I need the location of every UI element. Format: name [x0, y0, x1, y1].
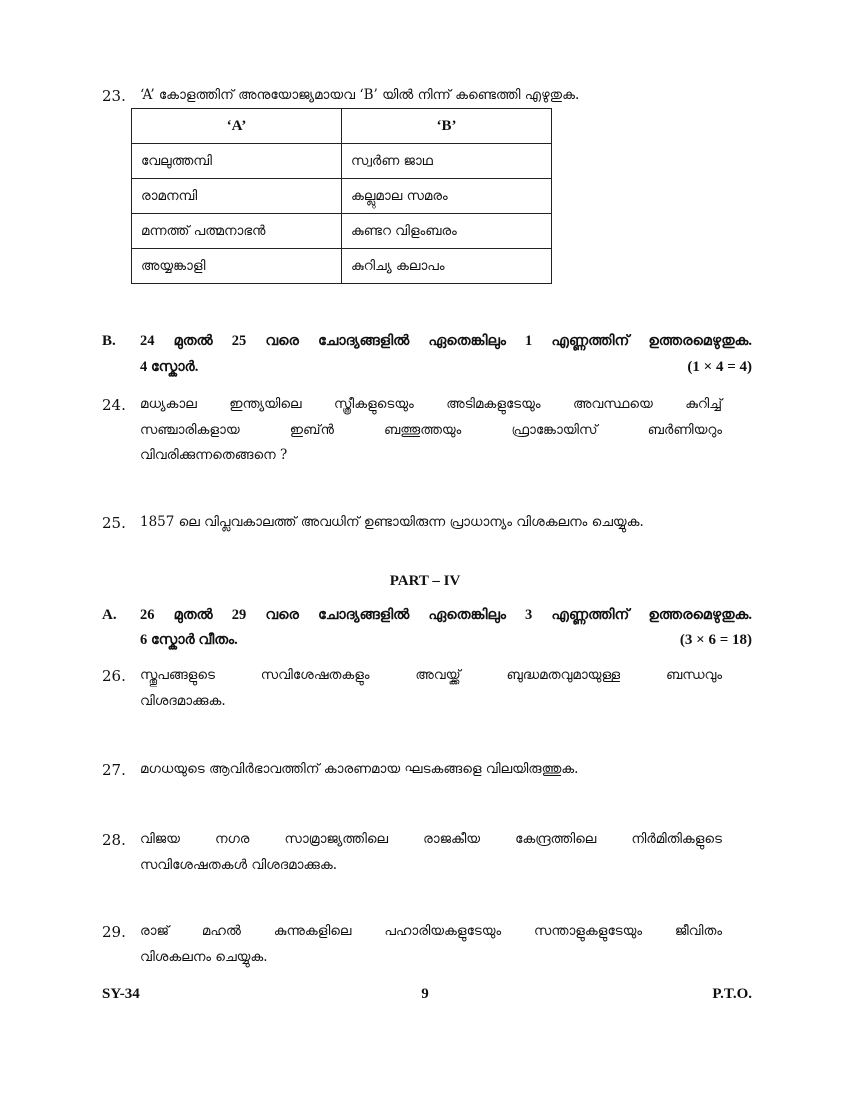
column-b-header: ‘B’ — [342, 109, 552, 144]
question-25-text: 1857 ലെ വിപ്ലവകാലത്ത് അവധിന് ഉണ്ടായിരുന്ന പ്രാധാന്യം വിശകലനം ചെയ്യുക. — [140, 514, 644, 530]
column-a-header: ‘A’ — [132, 109, 342, 144]
table-cell: രാമനമ്പി — [132, 179, 342, 214]
table-cell: മന്നത്ത് പത്മനാഭൻ — [132, 214, 342, 249]
page-number: 9 — [421, 986, 429, 1002]
table-row — [132, 249, 552, 284]
question-25-number: 25. — [102, 514, 126, 532]
section-a-score: 6 സ്കോർ വീതം. — [140, 632, 238, 648]
section-a-marks: (3 × 6 = 18) — [679, 632, 752, 648]
footer-code: SY-34 — [102, 986, 140, 1002]
table-cell: കുറിച്യ കലാപം — [342, 249, 552, 284]
question-28-number: 28. — [102, 831, 126, 849]
question-29-number: 29. — [102, 923, 126, 941]
question-24-line-1: മധ്യകാല ഇന്ത്യയിലെ സ്ത്രീകളുടെയും അടിമകളുടേയും അവസ്ഥയെ കുറിച്ച് — [140, 396, 722, 412]
question-26-line-1: സ്തൂപങ്ങളുടെ സവിശേഷതകളും അവയ്ക്ക് ബുദ്ധമതവുമായുള്ള ബന്ധവും — [140, 667, 722, 683]
table-row — [132, 179, 552, 214]
table-row — [132, 144, 552, 179]
table-row — [132, 214, 552, 249]
question-27-text: മഗധയുടെ ആവിർഭാവത്തിന് കാരണമായ ഘടകങ്ങളെ വിലയിരുത്തുക. — [140, 761, 579, 777]
question-23-number: 23. — [102, 87, 126, 105]
question-26-number: 26. — [102, 667, 126, 685]
match-table — [131, 108, 552, 284]
question-23-text: ‘A’ കോളത്തിന് അനുയോജ്യമായവ ‘B’ യിൽ നിന്ന് കണ്ടെത്തി എഴുതുക. — [140, 87, 580, 103]
question-28-line-1: വിജയ നഗര സാമ്രാജ്യത്തിലെ രാജകീയ കേന്ദ്രത്തിലെ നിർമിതികളുടെ — [140, 831, 722, 847]
section-b-letter: B. — [102, 333, 116, 349]
question-26-line-2: വിശദമാക്കുക. — [140, 693, 226, 709]
table-cell: അയ്യങ്കാളി — [132, 249, 342, 284]
question-24-line-3: വിവരിക്കുന്നതെങ്ങനെ ? — [140, 447, 288, 463]
table-cell: കല്ലുമാല സമരം — [342, 179, 552, 214]
question-28-line-2: സവിശേഷതകൾ വിശദമാക്കുക. — [140, 857, 338, 873]
part-heading: PART – IV — [389, 573, 461, 589]
question-27-number: 27. — [102, 761, 126, 779]
table-header-row — [132, 109, 552, 144]
question-24-line-2: സഞ്ചാരികളായ ഇബ്ൻ ബത്തൂത്തയും ഫ്രാങ്കോയിസ് ബർണിയറും — [140, 422, 722, 438]
section-a-instruction: 26 മുതൽ 29 വരെ ചോദ്യങ്ങളിൽ ഏതെങ്കിലും 3 എണ്ണത്തിന് ഉത്തരമെഴുതുക. — [140, 607, 752, 623]
table-cell: സ്വർണ ജാഥ — [342, 144, 552, 179]
footer-pto: P.T.O. — [712, 986, 752, 1002]
section-b-instruction: 24 മുതൽ 25 വരെ ചോദ്യങ്ങളിൽ ഏതെങ്കിലും 1 എണ്ണത്തിന് ഉത്തരമെഴുതുക. — [140, 333, 752, 349]
question-29-line-2: വിശകലനം ചെയ്യുക. — [140, 949, 268, 965]
section-b-score: 4 സ്കോർ. — [140, 359, 199, 375]
table-cell: വേലുത്തമ്പി — [132, 144, 342, 179]
table-cell: കുണ്ടറ വിളംബരം — [342, 214, 552, 249]
question-24-number: 24. — [102, 396, 126, 414]
section-a-letter: A. — [102, 607, 117, 623]
question-29-line-1: രാജ് മഹൽ കുന്നുകളിലെ പഹാരിയകളുടേയും സന്താളുകളുടേയും ജീവിതം — [140, 923, 722, 939]
section-b-marks: (1 × 4 = 4) — [687, 359, 752, 375]
